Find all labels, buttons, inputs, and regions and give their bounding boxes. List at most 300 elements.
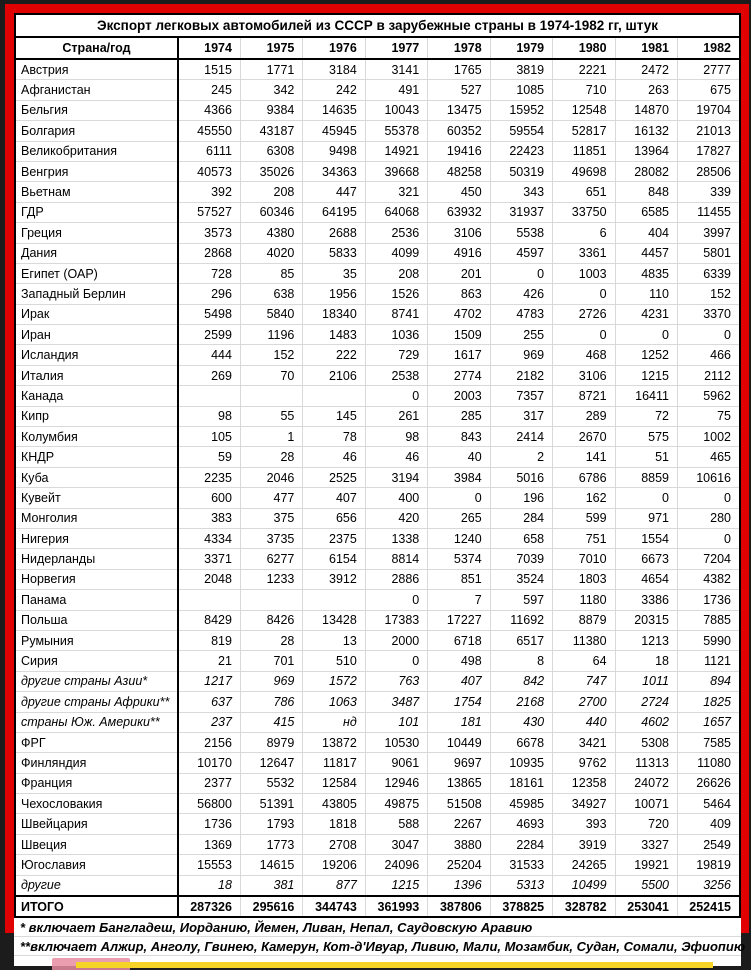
partial-bottom-row	[14, 956, 741, 966]
value-cell: 5374	[428, 549, 490, 569]
value-cell: 498	[428, 651, 490, 671]
value-cell: 1657	[678, 712, 741, 732]
country-cell: Франция	[15, 773, 178, 793]
value-cell: 4783	[490, 304, 552, 324]
value-cell: 34363	[303, 161, 365, 181]
value-cell: 3106	[553, 365, 615, 385]
value-cell: 1736	[678, 590, 741, 610]
value-cell: 1736	[178, 814, 240, 834]
value-cell: 3361	[553, 243, 615, 263]
table-row	[15, 671, 740, 691]
value-cell: 1217	[178, 671, 240, 691]
value-cell: 208	[365, 263, 427, 283]
value-cell: 11692	[490, 610, 552, 630]
value-cell: 98	[365, 427, 427, 447]
value-cell: 381	[240, 875, 302, 896]
value-cell: 1825	[678, 692, 741, 712]
country-cell: другие страны Азии*	[15, 671, 178, 691]
value-cell: 5962	[678, 386, 741, 406]
value-cell: 387806	[428, 896, 490, 917]
value-cell: 13475	[428, 100, 490, 120]
value-cell: 1003	[553, 263, 615, 283]
value-cell: 101	[365, 712, 427, 732]
value-cell: 1213	[615, 630, 677, 650]
header-year-label: 1979	[490, 37, 552, 59]
value-cell: 6517	[490, 630, 552, 650]
value-cell: 409	[678, 814, 741, 834]
value-cell: 289	[553, 406, 615, 426]
value-cell: 284	[490, 508, 552, 528]
value-cell: 7204	[678, 549, 741, 569]
value-cell: 141	[553, 447, 615, 467]
value-cell: 4702	[428, 304, 490, 324]
value-cell: 728	[178, 263, 240, 283]
table-row	[15, 814, 740, 834]
value-cell: 361993	[365, 896, 427, 917]
value-cell: 1956	[303, 284, 365, 304]
value-cell: 110	[615, 284, 677, 304]
value-cell: 5532	[240, 773, 302, 793]
value-cell: 13964	[615, 141, 677, 161]
value-cell: 18340	[303, 304, 365, 324]
value-cell: 11851	[553, 141, 615, 161]
value-cell: 295616	[240, 896, 302, 917]
country-cell: ГДР	[15, 202, 178, 222]
value-cell: 1483	[303, 325, 365, 345]
value-cell: 11080	[678, 753, 741, 773]
country-cell: другие	[15, 875, 178, 896]
value-cell: 1036	[365, 325, 427, 345]
country-cell: Афганистан	[15, 80, 178, 100]
country-cell: Куба	[15, 467, 178, 487]
value-cell: 2708	[303, 834, 365, 854]
value-cell: 43805	[303, 794, 365, 814]
value-cell: 1240	[428, 528, 490, 548]
value-cell: 196	[490, 488, 552, 508]
value-cell: 2886	[365, 569, 427, 589]
value-cell: 4334	[178, 528, 240, 548]
value-cell: 2156	[178, 732, 240, 752]
value-cell: 3194	[365, 467, 427, 487]
value-cell: 2868	[178, 243, 240, 263]
value-cell: 328782	[553, 896, 615, 917]
value-cell: 710	[553, 80, 615, 100]
value-cell: 527	[428, 80, 490, 100]
country-cell: Италия	[15, 365, 178, 385]
value-cell: 24096	[365, 855, 427, 875]
country-cell: Болгария	[15, 121, 178, 141]
value-cell: 843	[428, 427, 490, 447]
value-cell: 392	[178, 182, 240, 202]
value-cell: 21	[178, 651, 240, 671]
value-cell: 1803	[553, 569, 615, 589]
value-cell: 19416	[428, 141, 490, 161]
value-cell: 1396	[428, 875, 490, 896]
value-cell: 1793	[240, 814, 302, 834]
country-cell: другие страны Африки**	[15, 692, 178, 712]
export-table	[14, 13, 741, 918]
value-cell: 2284	[490, 834, 552, 854]
value-cell: 31937	[490, 202, 552, 222]
value-cell: 9697	[428, 753, 490, 773]
value-cell: 59	[178, 447, 240, 467]
country-cell: Западный Берлин	[15, 284, 178, 304]
value-cell: 57527	[178, 202, 240, 222]
value-cell: 13428	[303, 610, 365, 630]
value-cell: 4231	[615, 304, 677, 324]
value-cell: 261	[365, 406, 427, 426]
country-cell: Греция	[15, 223, 178, 243]
value-cell: 8814	[365, 549, 427, 569]
value-cell: 6308	[240, 141, 302, 161]
country-cell: Швеция	[15, 834, 178, 854]
country-cell: Чехословакия	[15, 794, 178, 814]
value-cell: 465	[678, 447, 741, 467]
value-cell: 237	[178, 712, 240, 732]
value-cell: 35026	[240, 161, 302, 181]
value-cell: 430	[490, 712, 552, 732]
value-cell: 6154	[303, 549, 365, 569]
value-cell: 2724	[615, 692, 677, 712]
value-cell: 18161	[490, 773, 552, 793]
value-cell: 426	[490, 284, 552, 304]
value-cell: 1765	[428, 59, 490, 80]
table-sheet	[14, 13, 746, 955]
value-cell: 10499	[553, 875, 615, 896]
value-cell: 20315	[615, 610, 677, 630]
value-cell: 8	[490, 651, 552, 671]
value-cell: 4020	[240, 243, 302, 263]
value-cell: 2112	[678, 365, 741, 385]
country-cell: Панама	[15, 590, 178, 610]
country-cell: Югославия	[15, 855, 178, 875]
value-cell: 31533	[490, 855, 552, 875]
value-cell	[240, 386, 302, 406]
value-cell: 2377	[178, 773, 240, 793]
header-year-label: 1980	[553, 37, 615, 59]
value-cell	[178, 386, 240, 406]
value-cell: 10935	[490, 753, 552, 773]
table-row	[15, 834, 740, 854]
value-cell: 343	[490, 182, 552, 202]
table-row	[15, 161, 740, 181]
value-cell: 2003	[428, 386, 490, 406]
value-cell: 675	[678, 80, 741, 100]
value-cell: 21013	[678, 121, 741, 141]
value-cell: 34927	[553, 794, 615, 814]
value-cell: 863	[428, 284, 490, 304]
value-cell: 28	[240, 630, 302, 650]
value-cell: 49698	[553, 161, 615, 181]
value-cell: 22423	[490, 141, 552, 161]
value-cell	[303, 386, 365, 406]
value-cell: 575	[615, 427, 677, 447]
value-cell: 296	[178, 284, 240, 304]
table-row	[15, 182, 740, 202]
value-cell: 2375	[303, 528, 365, 548]
value-cell: 491	[365, 80, 427, 100]
country-cell: Румыния	[15, 630, 178, 650]
value-cell: 3141	[365, 59, 427, 80]
value-cell: 1121	[678, 651, 741, 671]
country-cell: Швейцария	[15, 814, 178, 834]
value-cell: 40	[428, 447, 490, 467]
total-row	[15, 896, 740, 917]
value-cell: 17827	[678, 141, 741, 161]
country-cell: Австрия	[15, 59, 178, 80]
value-cell: 49875	[365, 794, 427, 814]
value-cell: 0	[678, 488, 741, 508]
country-cell: Иран	[15, 325, 178, 345]
value-cell: 1002	[678, 427, 741, 447]
value-cell: 375	[240, 508, 302, 528]
value-cell: 222	[303, 345, 365, 365]
value-cell: 16132	[615, 121, 677, 141]
value-cell: 2267	[428, 814, 490, 834]
value-cell: 2000	[365, 630, 427, 650]
value-cell	[303, 590, 365, 610]
table-row	[15, 651, 740, 671]
header-year-label: 1975	[240, 37, 302, 59]
value-cell: 2106	[303, 365, 365, 385]
value-cell: 477	[240, 488, 302, 508]
table-row	[15, 284, 740, 304]
value-cell: 3370	[678, 304, 741, 324]
value-cell: 851	[428, 569, 490, 589]
value-cell: 637	[178, 692, 240, 712]
value-cell: 145	[303, 406, 365, 426]
value-cell: 5840	[240, 304, 302, 324]
value-cell: 18	[615, 651, 677, 671]
value-cell: 242	[303, 80, 365, 100]
value-cell: 588	[365, 814, 427, 834]
value-cell: 658	[490, 528, 552, 548]
value-cell: 19921	[615, 855, 677, 875]
value-cell: 45550	[178, 121, 240, 141]
value-cell: 255	[490, 325, 552, 345]
value-cell: 1252	[615, 345, 677, 365]
table-row	[15, 100, 740, 120]
value-cell: 656	[303, 508, 365, 528]
value-cell: 11380	[553, 630, 615, 650]
value-cell: 252415	[678, 896, 741, 917]
header-year-label: 1982	[678, 37, 741, 59]
value-cell: 11455	[678, 202, 741, 222]
value-cell: 56800	[178, 794, 240, 814]
value-cell: 5500	[615, 875, 677, 896]
value-cell: 0	[365, 386, 427, 406]
value-cell: 842	[490, 671, 552, 691]
value-cell: 4835	[615, 263, 677, 283]
value-cell: 13	[303, 630, 365, 650]
value-cell: 440	[553, 712, 615, 732]
value-cell: 14921	[365, 141, 427, 161]
value-cell: 6718	[428, 630, 490, 650]
value-cell: 9061	[365, 753, 427, 773]
country-cell: Монголия	[15, 508, 178, 528]
value-cell: 8721	[553, 386, 615, 406]
value-cell: 10071	[615, 794, 677, 814]
value-cell: 6673	[615, 549, 677, 569]
value-cell: 0	[553, 284, 615, 304]
table-row	[15, 325, 740, 345]
value-cell: 6786	[553, 467, 615, 487]
value-cell: 342	[240, 80, 302, 100]
value-cell: 10616	[678, 467, 741, 487]
value-cell: 46	[365, 447, 427, 467]
table-row	[15, 467, 740, 487]
value-cell: 15952	[490, 100, 552, 120]
country-cell: Исландия	[15, 345, 178, 365]
value-cell: 3386	[615, 590, 677, 610]
value-cell: 6	[553, 223, 615, 243]
table-row	[15, 794, 740, 814]
value-cell: 5498	[178, 304, 240, 324]
value-cell: 1085	[490, 80, 552, 100]
value-cell: 12946	[365, 773, 427, 793]
value-cell: 1818	[303, 814, 365, 834]
value-cell: 72	[615, 406, 677, 426]
value-cell: 10043	[365, 100, 427, 120]
total-label: ИТОГО	[15, 896, 178, 917]
value-cell: 201	[428, 263, 490, 283]
value-cell: 5990	[678, 630, 741, 650]
value-cell: 4602	[615, 712, 677, 732]
value-cell: 747	[553, 671, 615, 691]
value-cell: 6111	[178, 141, 240, 161]
value-cell: 894	[678, 671, 741, 691]
value-cell: 245	[178, 80, 240, 100]
value-cell: 33750	[553, 202, 615, 222]
country-cell: Великобритания	[15, 141, 178, 161]
country-cell: страны Юж. Америки**	[15, 712, 178, 732]
value-cell: 2688	[303, 223, 365, 243]
table-row	[15, 202, 740, 222]
value-cell: 763	[365, 671, 427, 691]
value-cell: 3487	[365, 692, 427, 712]
value-cell: 2774	[428, 365, 490, 385]
country-cell: Дания	[15, 243, 178, 263]
value-cell: 43187	[240, 121, 302, 141]
value-cell: 0	[615, 325, 677, 345]
value-cell: 6678	[490, 732, 552, 752]
value-cell: 4654	[615, 569, 677, 589]
value-cell: 263	[615, 80, 677, 100]
value-cell: 52817	[553, 121, 615, 141]
table-row	[15, 386, 740, 406]
value-cell: 1215	[365, 875, 427, 896]
value-cell: 7585	[678, 732, 741, 752]
value-cell: 85	[240, 263, 302, 283]
value-cell: 2168	[490, 692, 552, 712]
value-cell: 3184	[303, 59, 365, 80]
value-cell: 18	[178, 875, 240, 896]
value-cell: 466	[678, 345, 741, 365]
value-cell: нд	[303, 712, 365, 732]
value-cell: 10170	[178, 753, 240, 773]
value-cell: 1369	[178, 834, 240, 854]
value-cell: 13872	[303, 732, 365, 752]
value-cell: 969	[490, 345, 552, 365]
value-cell: 1617	[428, 345, 490, 365]
value-cell: 63932	[428, 202, 490, 222]
value-cell: 1526	[365, 284, 427, 304]
value-cell: 3421	[553, 732, 615, 752]
value-cell: 2182	[490, 365, 552, 385]
value-cell: 0	[678, 325, 741, 345]
value-cell: 4382	[678, 569, 741, 589]
country-cell: Сирия	[15, 651, 178, 671]
footnotes	[14, 918, 746, 956]
value-cell: 1515	[178, 59, 240, 80]
table-row	[15, 732, 740, 752]
value-cell: 17383	[365, 610, 427, 630]
table-row	[15, 304, 740, 324]
value-cell: 1233	[240, 569, 302, 589]
value-cell: 819	[178, 630, 240, 650]
value-cell: 35	[303, 263, 365, 283]
table-row	[15, 80, 740, 100]
value-cell: 8879	[553, 610, 615, 630]
value-cell: 5538	[490, 223, 552, 243]
value-cell: 1554	[615, 528, 677, 548]
value-cell: 4366	[178, 100, 240, 120]
value-cell: 11817	[303, 753, 365, 773]
value-cell: 11313	[615, 753, 677, 773]
value-cell: 3371	[178, 549, 240, 569]
value-cell: 2777	[678, 59, 741, 80]
value-cell: 64195	[303, 202, 365, 222]
value-cell: 848	[615, 182, 677, 202]
value-cell: 51391	[240, 794, 302, 814]
value-cell: 152	[240, 345, 302, 365]
value-cell: 420	[365, 508, 427, 528]
value-cell: 26626	[678, 773, 741, 793]
value-cell: 265	[428, 508, 490, 528]
header-year-label: 1978	[428, 37, 490, 59]
value-cell: 4693	[490, 814, 552, 834]
country-cell: ФРГ	[15, 732, 178, 752]
value-cell: 10449	[428, 732, 490, 752]
value-cell: 2670	[553, 427, 615, 447]
header-year-label: 1977	[365, 37, 427, 59]
value-cell: 1338	[365, 528, 427, 548]
value-cell: 0	[490, 263, 552, 283]
value-cell: 269	[178, 365, 240, 385]
value-cell: 55378	[365, 121, 427, 141]
red-frame	[5, 4, 749, 955]
value-cell: 2414	[490, 427, 552, 447]
value-cell: 78	[303, 427, 365, 447]
country-cell: Кувейт	[15, 488, 178, 508]
country-cell: Венгрия	[15, 161, 178, 181]
value-cell: 208	[240, 182, 302, 202]
table-row	[15, 345, 740, 365]
value-cell: 600	[178, 488, 240, 508]
value-cell: 7357	[490, 386, 552, 406]
value-cell: 70	[240, 365, 302, 385]
value-cell: 5464	[678, 794, 741, 814]
value-cell: 720	[615, 814, 677, 834]
value-cell: 59554	[490, 121, 552, 141]
value-cell: 51	[615, 447, 677, 467]
value-cell: 1215	[615, 365, 677, 385]
value-cell: 3524	[490, 569, 552, 589]
value-cell: 12584	[303, 773, 365, 793]
value-cell: 12358	[553, 773, 615, 793]
table-row	[15, 630, 740, 650]
value-cell: 2	[490, 447, 552, 467]
